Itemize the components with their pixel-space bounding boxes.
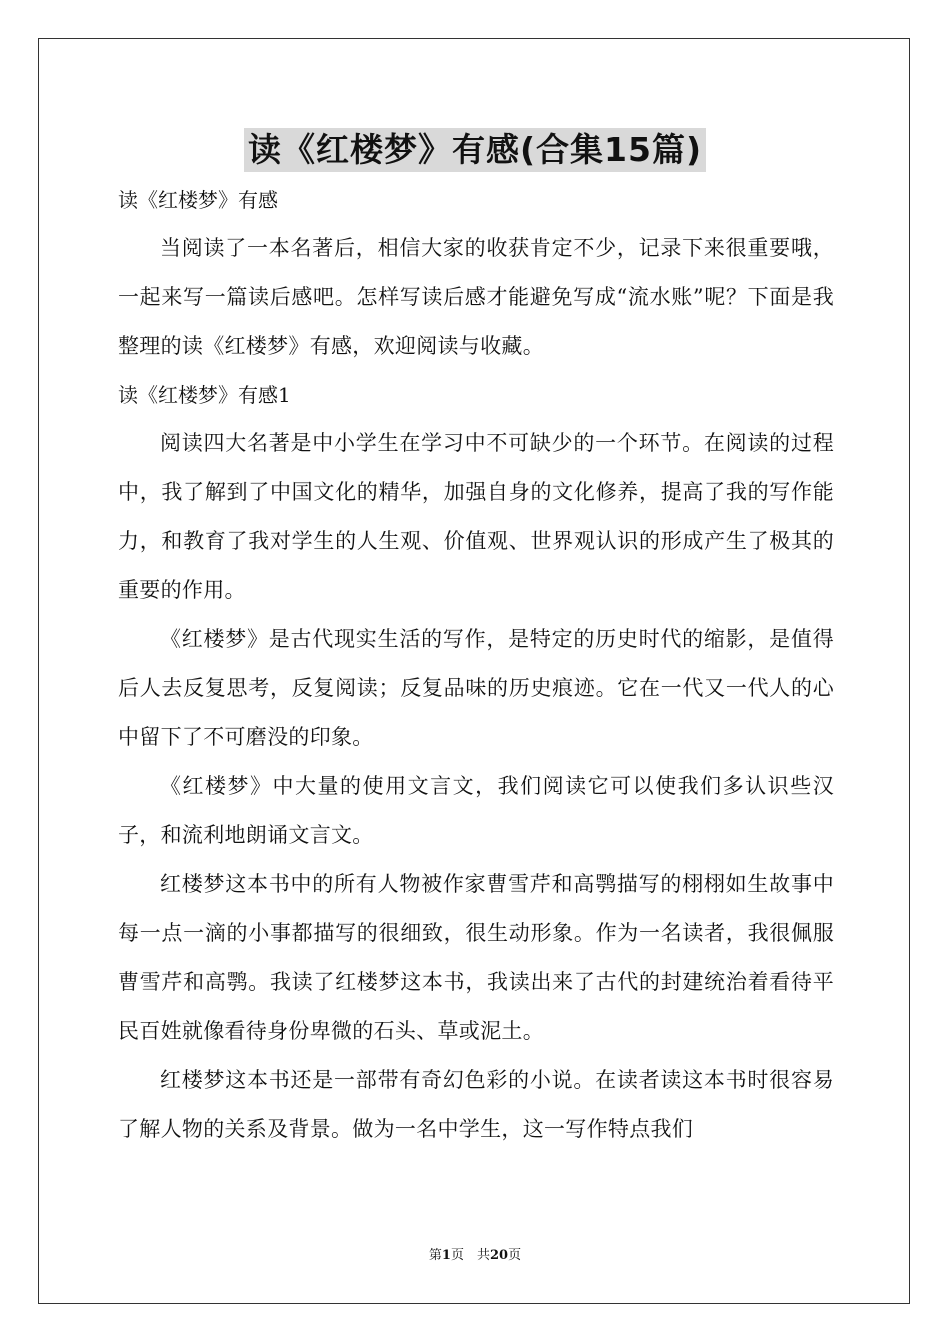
page-current: 1 — [441, 1248, 451, 1263]
page-mid: 页 共 — [450, 1248, 490, 1263]
paragraph: 《红楼梦》中大量的使用文言文，我们阅读它可以使我们多认识些汉子，和流利地朗诵文言文。 — [118, 774, 834, 847]
document-title: 读《红楼梦》有感(合集15篇) — [244, 128, 706, 172]
intro-paragraph: 当阅读了一本名著后，相信大家的收获肯定不少，记录下来很重要哦，一起来写一篇读后感吧。怎样写读后感才能避免写成“流水账”呢？下面是我整理的读《红楼梦》有感，欢迎阅读与收藏。 — [118, 236, 834, 358]
paragraph: 红楼梦这本书中的所有人物被作家曹雪芹和高鹗描写的栩栩如生故事中每一点一滴的小事都描写的很细致，很生动形象。作为一名读者，我很佩服曹雪芹和高鹗。我读了红楼梦这本书，我读出来了古代的封建统治着看待平民百姓就像看待身份卑微的石头、草或泥土。 — [118, 872, 834, 1043]
paragraph: 阅读四大名著是中小学生在学习中不可缺少的一个环节。在阅读的过程中，我了解到了中国文化的精华，加强自身的文化修养，提高了我的写作能力，和教育了我对学生的人生观、价值观、世界观认识的形成产生了极其的重要的作用。 — [118, 431, 834, 602]
intro-heading: 读《红楼梦》有感 — [118, 188, 278, 212]
page-footer — [0, 1247, 950, 1265]
document-body — [118, 176, 834, 1154]
title-area — [0, 128, 950, 172]
section-heading: 读《红楼梦》有感1 — [118, 383, 291, 407]
page-suffix: 页 — [508, 1248, 522, 1263]
page-prefix: 第 — [428, 1248, 442, 1263]
paragraph: 《红楼梦》是古代现实生活的写作，是特定的历史时代的缩影，是值得后人去反复思考，反复阅读；反复品味的历史痕迹。它在一代又一代人的心中留下了不可磨没的印象。 — [118, 627, 834, 749]
page-total: 20 — [489, 1248, 509, 1263]
paragraph: 红楼梦这本书还是一部带有奇幻色彩的小说。在读者读这本书时很容易了解人物的关系及背景。做为一名中学生，这一写作特点我们 — [118, 1068, 834, 1141]
